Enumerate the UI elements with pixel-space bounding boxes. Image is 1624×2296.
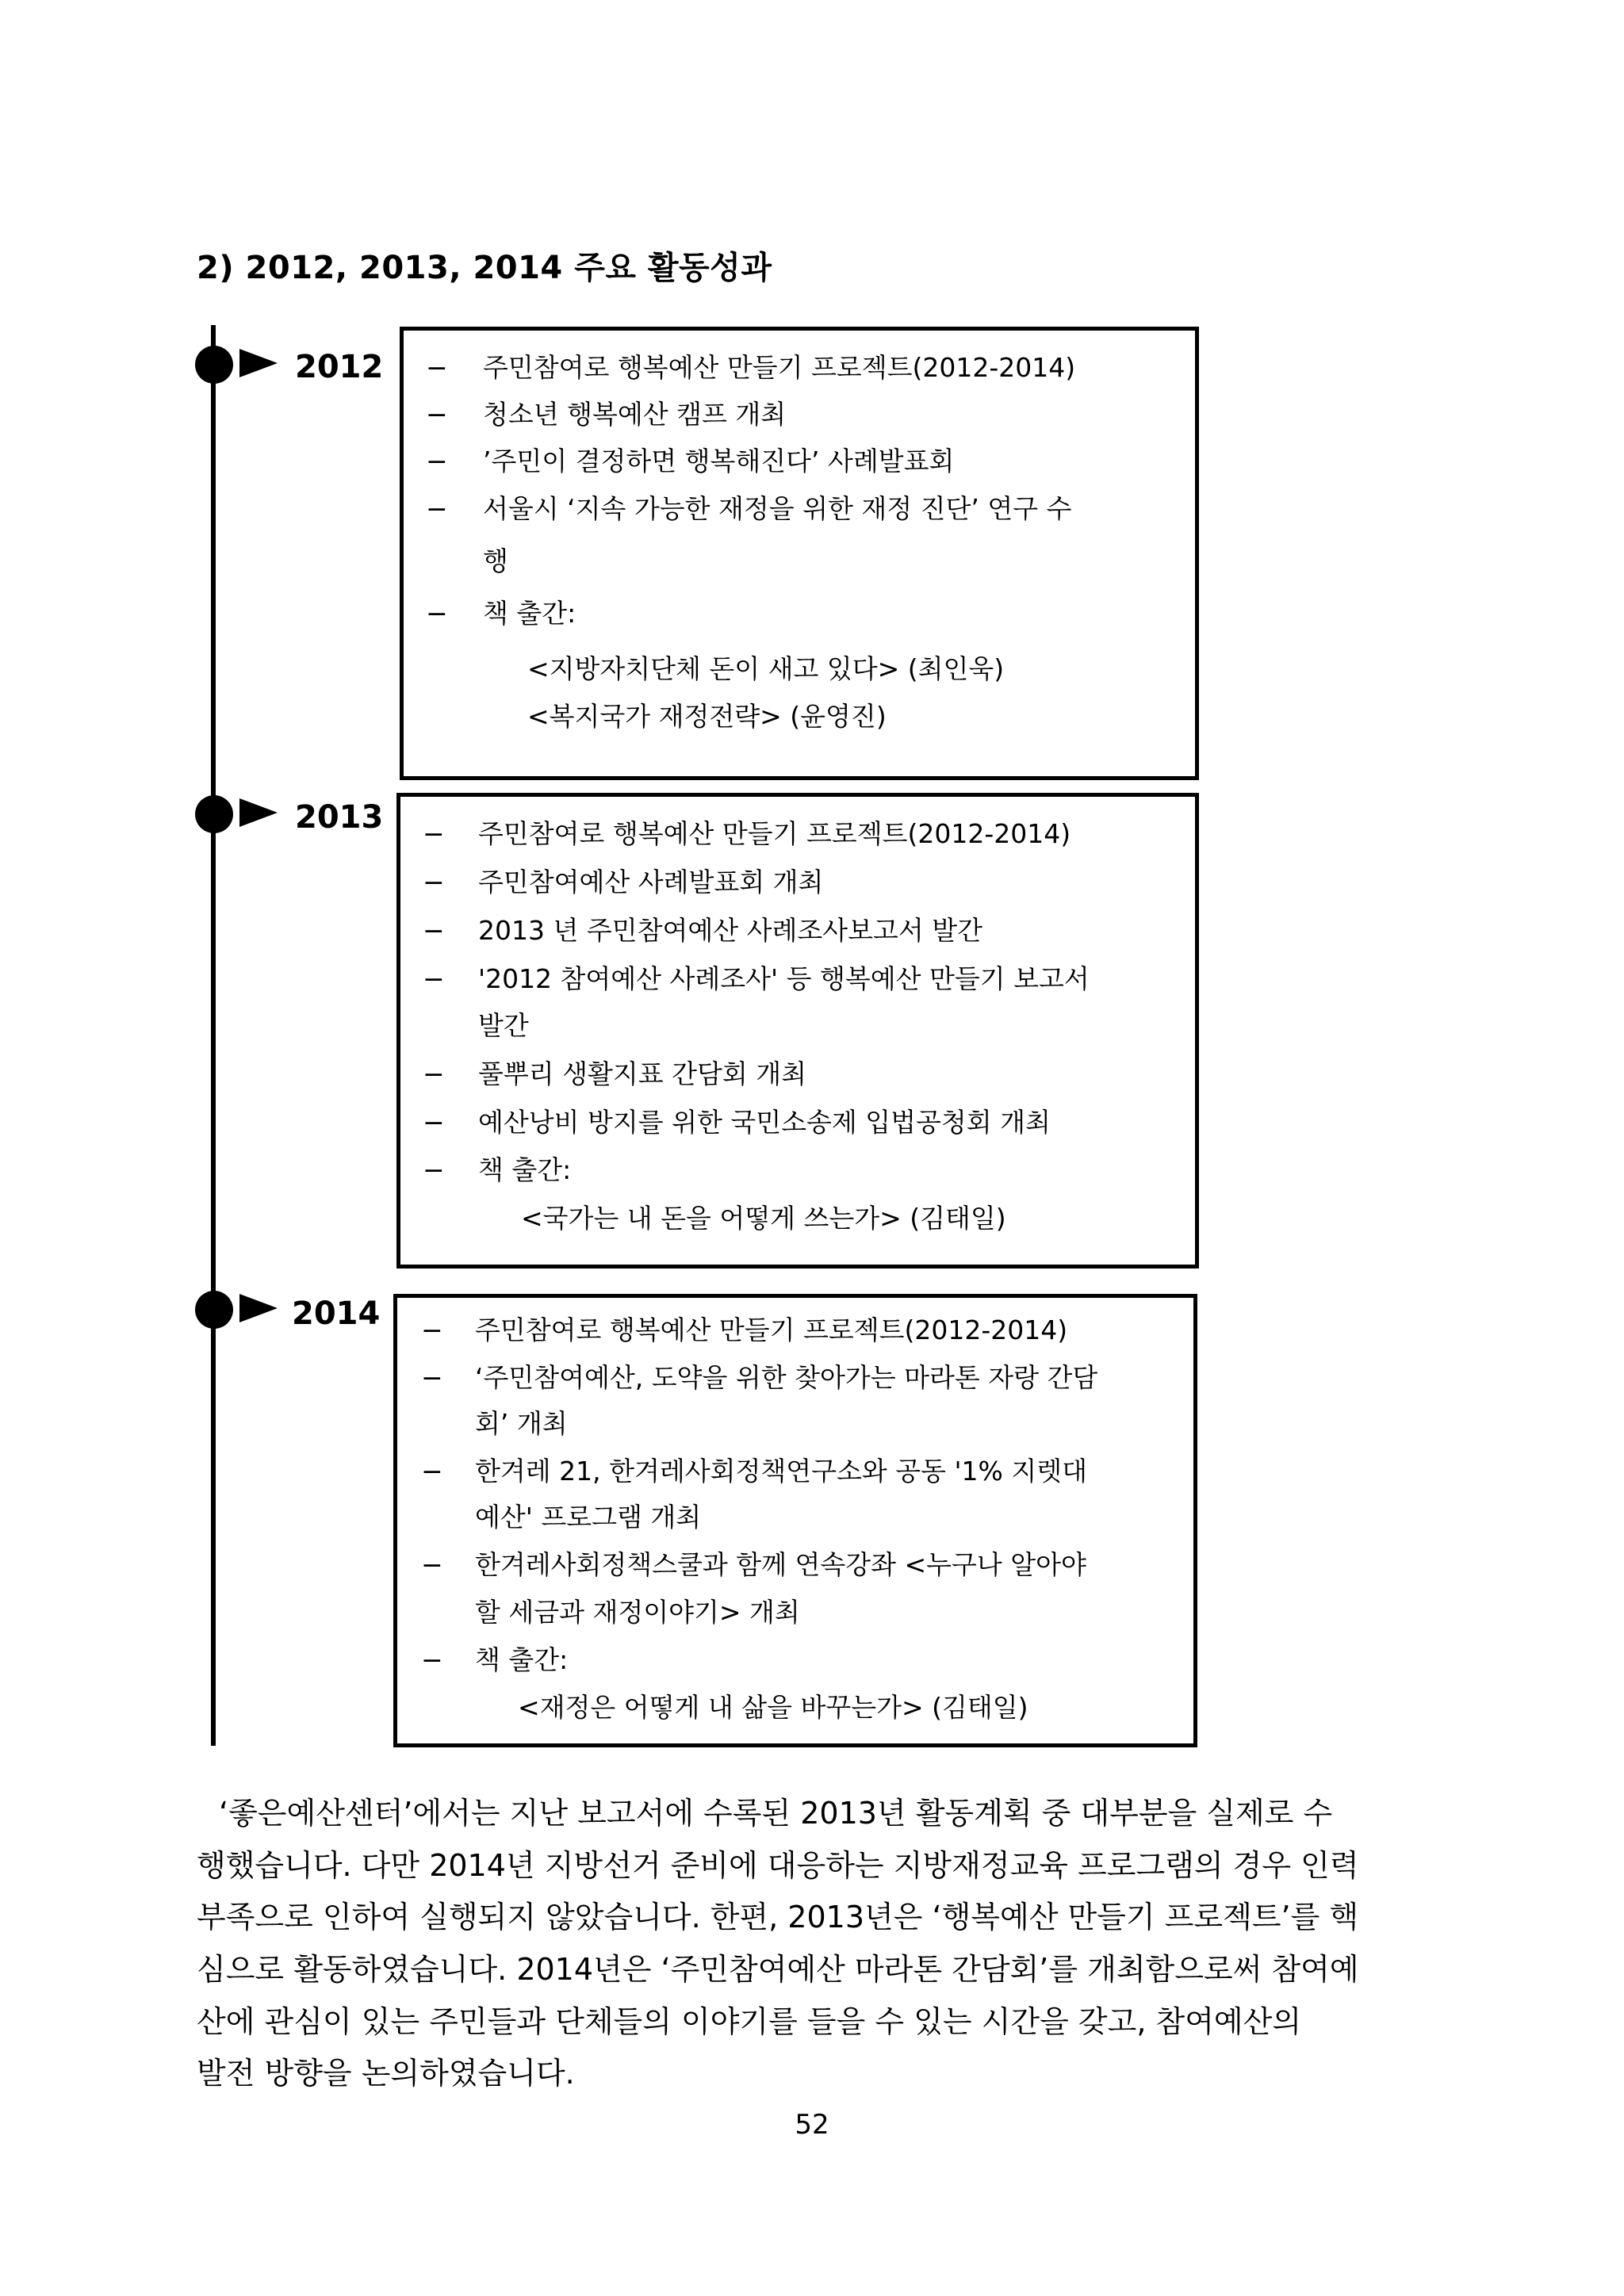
list-item: 할 세금과 재정이야기> 개최 (475, 1597, 800, 1628)
bullet-dash: − (426, 598, 448, 629)
list-item: 주민참여예산 사례발표회 개최 (478, 867, 824, 897)
timeline-dot-2013 (195, 795, 233, 833)
bullet-dash: − (423, 1154, 445, 1185)
bullet-dash: − (423, 818, 445, 849)
bullet-dash: − (421, 1362, 443, 1393)
paragraph-line: 부족으로 인하여 실행되지 않았습니다. 한편, 2013년은 ‘행복예산 만들기 프로젝트’를 핵 (197, 1900, 1359, 1934)
section-heading: 2) 2012, 2013, 2014 주요 활동성과 (197, 250, 772, 286)
timeline-dot-2012 (195, 346, 233, 384)
list-item: 책 출간: (475, 1644, 569, 1675)
book-title: <국가는 내 돈을 어떻게 쓰는가> (김태일) (521, 1203, 1006, 1234)
arrow-icon (239, 798, 278, 827)
bullet-dash: − (423, 1058, 445, 1089)
list-item: 회’ 개최 (475, 1408, 568, 1439)
list-item: 주민참여로 행복예산 만들기 프로젝트(2012-2014) (483, 352, 1076, 383)
list-item: ’주민이 결정하면 행복해진다’ 사례발표회 (483, 446, 955, 476)
bullet-dash: − (423, 867, 445, 897)
bullet-dash: − (423, 1107, 445, 1138)
list-item: 주민참여로 행복예산 만들기 프로젝트(2012-2014) (478, 818, 1071, 849)
paragraph-line: 심으로 활동하였습니다. 2014년은 ‘주민참여예산 마라톤 간담회’를 개최함으로써 참여예 (197, 1952, 1359, 1987)
bullet-dash: − (421, 1314, 443, 1345)
bullet-dash: − (426, 493, 448, 524)
paragraph-line: 발전 방향을 논의하였습니다. (197, 2056, 575, 2091)
list-item: 청소년 행복예산 캠프 개최 (483, 399, 787, 430)
book-title: <재정은 어떻게 내 삶을 바꾸는가> (김태일) (518, 1692, 1028, 1723)
bullet-dash: − (421, 1549, 443, 1580)
list-item: 행 (483, 545, 508, 576)
list-item: 발간 (478, 1010, 529, 1041)
arrow-icon (239, 1294, 278, 1322)
paragraph-line: 산에 관심이 있는 주민들과 단체들의 이야기를 들을 수 있는 시간을 갖고, 참여예산의 (197, 2004, 1302, 2039)
list-item: 풀뿌리 생활지표 간담회 개최 (478, 1058, 807, 1089)
bullet-dash: − (423, 963, 445, 994)
paragraph-line: ‘좋은예산센터’에서는 지난 보고서에 수록된 2013년 활동계획 중 대부분을 실제로 수 (219, 1796, 1333, 1831)
list-item: 예산낭비 방지를 위한 국민소송제 입법공청회 개최 (478, 1107, 1051, 1138)
list-item: 서울시 ‘지속 가능한 재정을 위한 재정 진단’ 연구 수 (483, 493, 1072, 524)
list-item: 예산' 프로그램 개최 (475, 1502, 702, 1533)
list-item: 주민참여로 행복예산 만들기 프로젝트(2012-2014) (475, 1314, 1068, 1345)
bullet-dash: − (426, 446, 448, 476)
paragraph-line: 행했습니다. 다만 2014년 지방선거 준비에 대응하는 지방재정교육 프로그램의 경우 인력 (197, 1848, 1359, 1883)
bullet-dash: − (421, 1644, 443, 1675)
timeline-box-2012 (400, 327, 1199, 780)
bullet-dash: − (421, 1456, 443, 1487)
list-item: 2013 년 주민참여예산 사례조사보고서 발간 (478, 915, 982, 946)
list-item: '2012 참여예산 사례조사' 등 행복예산 만들기 보고서 (478, 963, 1090, 994)
list-item: 한겨레 21, 한겨레사회정책연구소와 공동 '1% 지렛대 (475, 1456, 1088, 1487)
list-item: ‘주민참여예산, 도약을 위한 찾아가는 마라톤 자랑 간담 (475, 1362, 1098, 1393)
timeline-year-2012: 2012 (295, 349, 384, 385)
list-item: 한겨레사회정책스쿨과 함께 연속강좌 <누구나 알아야 (475, 1549, 1086, 1580)
timeline-box-2013 (396, 793, 1199, 1269)
book-title: <복지국가 재정전략> (윤영진) (527, 701, 887, 732)
list-item: 책 출간: (483, 598, 576, 629)
book-title: <지방자치단체 돈이 새고 있다> (최인욱) (527, 653, 1005, 684)
arrow-icon (239, 349, 278, 377)
timeline-box-2014 (393, 1294, 1197, 1747)
bullet-dash: − (426, 352, 448, 383)
timeline-line (211, 325, 216, 1746)
bullet-dash: − (423, 915, 445, 946)
list-item: 책 출간: (478, 1154, 572, 1185)
bullet-dash: − (426, 399, 448, 430)
timeline-year-2014: 2014 (292, 1295, 381, 1332)
page-number: 52 (795, 2109, 829, 2141)
timeline-year-2013: 2013 (295, 799, 384, 836)
timeline-dot-2014 (195, 1291, 233, 1329)
